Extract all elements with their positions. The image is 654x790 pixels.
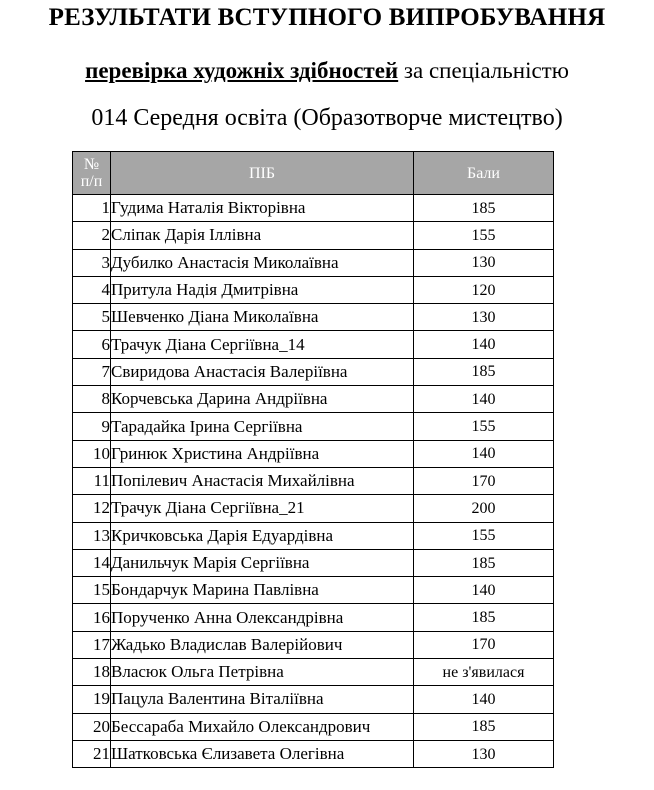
score-value: 140	[414, 386, 554, 413]
table-row	[73, 304, 554, 331]
row-number: 8	[73, 386, 111, 413]
table-row	[73, 386, 554, 413]
score-value: 140	[414, 577, 554, 604]
table-row	[73, 713, 554, 740]
table-row	[73, 413, 554, 440]
table-row	[73, 249, 554, 276]
column-header-number-line1: №	[83, 156, 100, 173]
row-number: 12	[73, 495, 111, 522]
row-number: 5	[73, 304, 111, 331]
column-header-score: Бали	[414, 152, 554, 195]
row-number: 20	[73, 713, 111, 740]
table-row	[73, 358, 554, 385]
applicant-name: Власюк Ольга Петрівна	[111, 659, 414, 686]
table-row	[73, 686, 554, 713]
row-number: 3	[73, 249, 111, 276]
score-value: 170	[414, 631, 554, 658]
row-number: 10	[73, 440, 111, 467]
applicant-name: Кричковська Дарія Едуардівна	[111, 522, 414, 549]
score-value: 170	[414, 467, 554, 494]
score-value: 200	[414, 495, 554, 522]
row-number: 18	[73, 659, 111, 686]
score-value: 130	[414, 249, 554, 276]
score-value: 120	[414, 276, 554, 303]
applicant-name: Свиридова Анастасія Валеріївна	[111, 358, 414, 385]
table-row	[73, 604, 554, 631]
applicant-name: Порученко Анна Олександрівна	[111, 604, 414, 631]
results-table	[72, 151, 554, 768]
table-row	[73, 440, 554, 467]
subtitle	[0, 58, 654, 84]
score-value: 185	[414, 549, 554, 576]
table-row	[73, 659, 554, 686]
score-value: 155	[414, 222, 554, 249]
row-number: 17	[73, 631, 111, 658]
applicant-name: Бессараба Михайло Олександрович	[111, 713, 414, 740]
row-number: 15	[73, 577, 111, 604]
row-number: 4	[73, 276, 111, 303]
score-value: 130	[414, 304, 554, 331]
table-row	[73, 740, 554, 767]
applicant-name: Попілевич Анастасія Михайлівна	[111, 467, 414, 494]
results-table-body	[73, 195, 554, 768]
table-row	[73, 549, 554, 576]
row-number: 7	[73, 358, 111, 385]
table-row	[73, 331, 554, 358]
applicant-name: Бондарчук Марина Павлівна	[111, 577, 414, 604]
test-name: перевірка художніх здібностей	[85, 58, 399, 83]
score-value: 140	[414, 331, 554, 358]
page-title: РЕЗУЛЬТАТИ ВСТУПНОГО ВИПРОБУВАННЯ	[48, 4, 606, 31]
score-value: не з'явилася	[414, 659, 554, 686]
table-row	[73, 495, 554, 522]
score-value: 155	[414, 522, 554, 549]
row-number: 1	[73, 195, 111, 222]
test-suffix: за спеціальністю	[398, 58, 569, 83]
row-number: 21	[73, 740, 111, 767]
applicant-name: Гринюк Христина Андріївна	[111, 440, 414, 467]
applicant-name: Жадько Владислав Валерійович	[111, 631, 414, 658]
table-row	[73, 577, 554, 604]
row-number: 14	[73, 549, 111, 576]
row-number: 19	[73, 686, 111, 713]
table-row	[73, 631, 554, 658]
score-value: 155	[414, 413, 554, 440]
table-row	[73, 195, 554, 222]
table-header-row	[73, 152, 554, 195]
applicant-name: Пацула Валентина Віталіївна	[111, 686, 414, 713]
score-value: 140	[414, 686, 554, 713]
applicant-name: Корчевська Дарина Андріївна	[111, 386, 414, 413]
table-row	[73, 222, 554, 249]
row-number: 16	[73, 604, 111, 631]
table-row	[73, 522, 554, 549]
table-row	[73, 276, 554, 303]
applicant-name: Дубилко Анастасія Миколаївна	[111, 249, 414, 276]
column-header-number-line2: п/п	[80, 173, 103, 190]
applicant-name: Притула Надія Дмитрівна	[111, 276, 414, 303]
score-value: 140	[414, 440, 554, 467]
applicant-name: Тарадайка Ірина Сергіївна	[111, 413, 414, 440]
applicant-name: Шатковська Єлизавета Олегівна	[111, 740, 414, 767]
score-value: 185	[414, 604, 554, 631]
applicant-name: Сліпак Дарія Іллівна	[111, 222, 414, 249]
row-number: 9	[73, 413, 111, 440]
column-header-name: ПІБ	[111, 152, 414, 195]
row-number: 13	[73, 522, 111, 549]
applicant-name: Шевченко Діана Миколаївна	[111, 304, 414, 331]
applicant-name: Трачук Діана Сергіївна_21	[111, 495, 414, 522]
row-number: 6	[73, 331, 111, 358]
score-value: 185	[414, 358, 554, 385]
row-number: 2	[73, 222, 111, 249]
applicant-name: Гудима Наталія Вікторівна	[111, 195, 414, 222]
row-number: 11	[73, 467, 111, 494]
specialty-heading: 014 Середня освіта (Образотворче мистецтво)	[91, 105, 563, 131]
score-value: 185	[414, 195, 554, 222]
score-value: 130	[414, 740, 554, 767]
table-row	[73, 467, 554, 494]
applicant-name: Данильчук Марія Сергіївна	[111, 549, 414, 576]
applicant-name: Трачук Діана Сергіївна_14	[111, 331, 414, 358]
score-value: 185	[414, 713, 554, 740]
column-header-number	[73, 152, 111, 195]
